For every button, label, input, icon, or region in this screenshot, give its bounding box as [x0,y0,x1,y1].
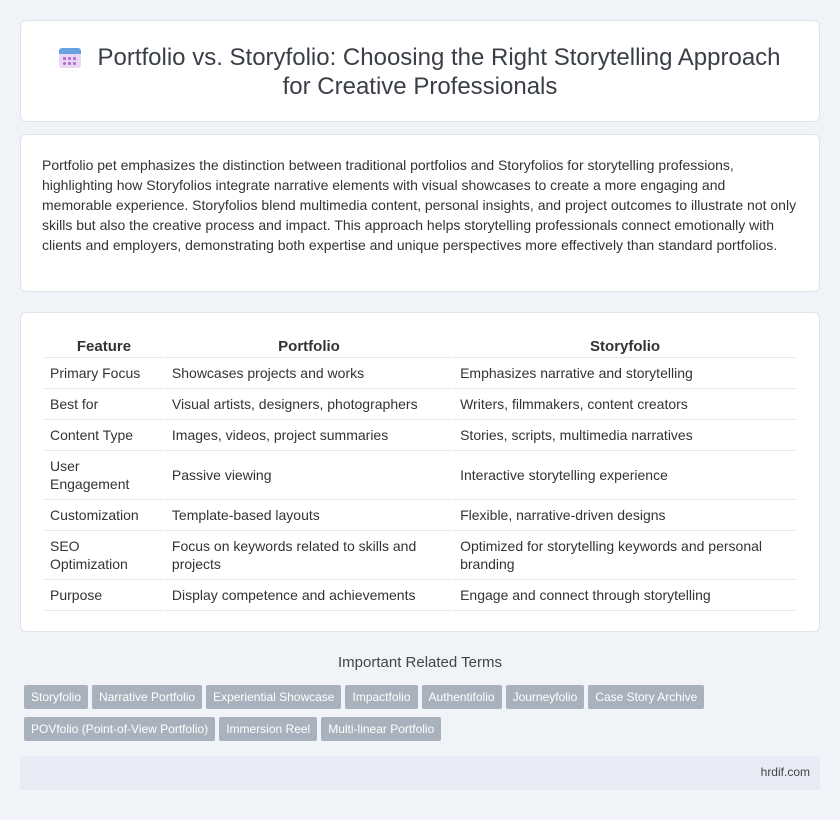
related-term-tag[interactable]: Narrative Portfolio [92,685,202,709]
related-terms-list [24,685,814,749]
table-row [44,358,796,389]
portfolio-cell: Focus on keywords related to skills and projects [166,531,452,580]
header-card [20,20,820,122]
storyfolio-cell: Emphasizes narrative and storytelling [454,358,796,389]
feature-cell: SEO Optimization [44,531,164,580]
table-row [44,531,796,580]
related-term-tag[interactable]: Storyfolio [24,685,88,709]
storyfolio-cell: Writers, filmmakers, content creators [454,389,796,420]
feature-cell: Content Type [44,420,164,451]
comparison-table [42,333,798,611]
feature-cell: Primary Focus [44,358,164,389]
header-storyfolio: Storyfolio [454,333,796,358]
intro-paragraph: Portfolio pet emphasizes the distinction between traditional portfolios and Storyfolios for storytelling professions, highlighting how Storyfolios integrate narrative elements with visual showcases to create a more engaging and memorable experience. Storyfolios blend multimedia content, personal insights, and project outcomes to illustrate not only skills but also the creative process and impact. This approach helps storytelling professionals connect emotionally with clients and employers, demonstrating both expertise and unique perspectives more effectively than standard portfolios. [42,157,797,253]
related-term-tag[interactable]: Authentifolio [422,685,502,709]
feature-cell: Best for [44,389,164,420]
table-row [44,389,796,420]
feature-cell: User Engagement [44,451,164,500]
related-term-tag[interactable]: Case Story Archive [588,685,704,709]
portfolio-cell: Visual artists, designers, photographers [166,389,452,420]
header-feature: Feature [44,333,164,358]
related-term-tag[interactable]: Journeyfolio [506,685,585,709]
table-header-row [44,333,796,358]
footer [20,756,820,790]
portfolio-cell: Images, videos, project summaries [166,420,452,451]
table-row [44,500,796,531]
header-portfolio: Portfolio [166,333,452,358]
storyfolio-cell: Engage and connect through storytelling [454,580,796,611]
table-row [44,451,796,500]
storyfolio-cell: Optimized for storytelling keywords and personal branding [454,531,796,580]
storyfolio-cell: Flexible, narrative-driven designs [454,500,796,531]
feature-cell: Purpose [44,580,164,611]
related-term-tag[interactable]: POVfolio (Point-of-View Portfolio) [24,717,215,741]
storyfolio-cell: Stories, scripts, multimedia narratives [454,420,796,451]
related-term-tag[interactable]: Multi-linear Portfolio [321,717,441,741]
portfolio-cell: Showcases projects and works [166,358,452,389]
portfolio-cell: Display competence and achievements [166,580,452,611]
portfolio-cell: Template-based layouts [166,500,452,531]
table-row [44,420,796,451]
related-term-tag[interactable]: Experiential Showcase [206,685,341,709]
page-title [51,43,789,101]
related-term-tag[interactable]: Impactfolio [345,685,417,709]
footer-site-link[interactable]: hrdif.com [760,765,810,779]
intro-card [20,134,820,292]
related-term-tag[interactable]: Immersion Reel [219,717,317,741]
page-title-text: Portfolio vs. Storyfolio: Choosing the Right Storytelling Approach for Creative Professionals [97,44,781,100]
storyfolio-cell: Interactive storytelling experience [454,451,796,500]
comparison-card [20,312,820,632]
related-terms-title: Important Related Terms [338,654,502,671]
portfolio-cell: Passive viewing [166,451,452,500]
table-row [44,580,796,611]
calendar-icon [59,46,81,68]
feature-cell: Customization [44,500,164,531]
